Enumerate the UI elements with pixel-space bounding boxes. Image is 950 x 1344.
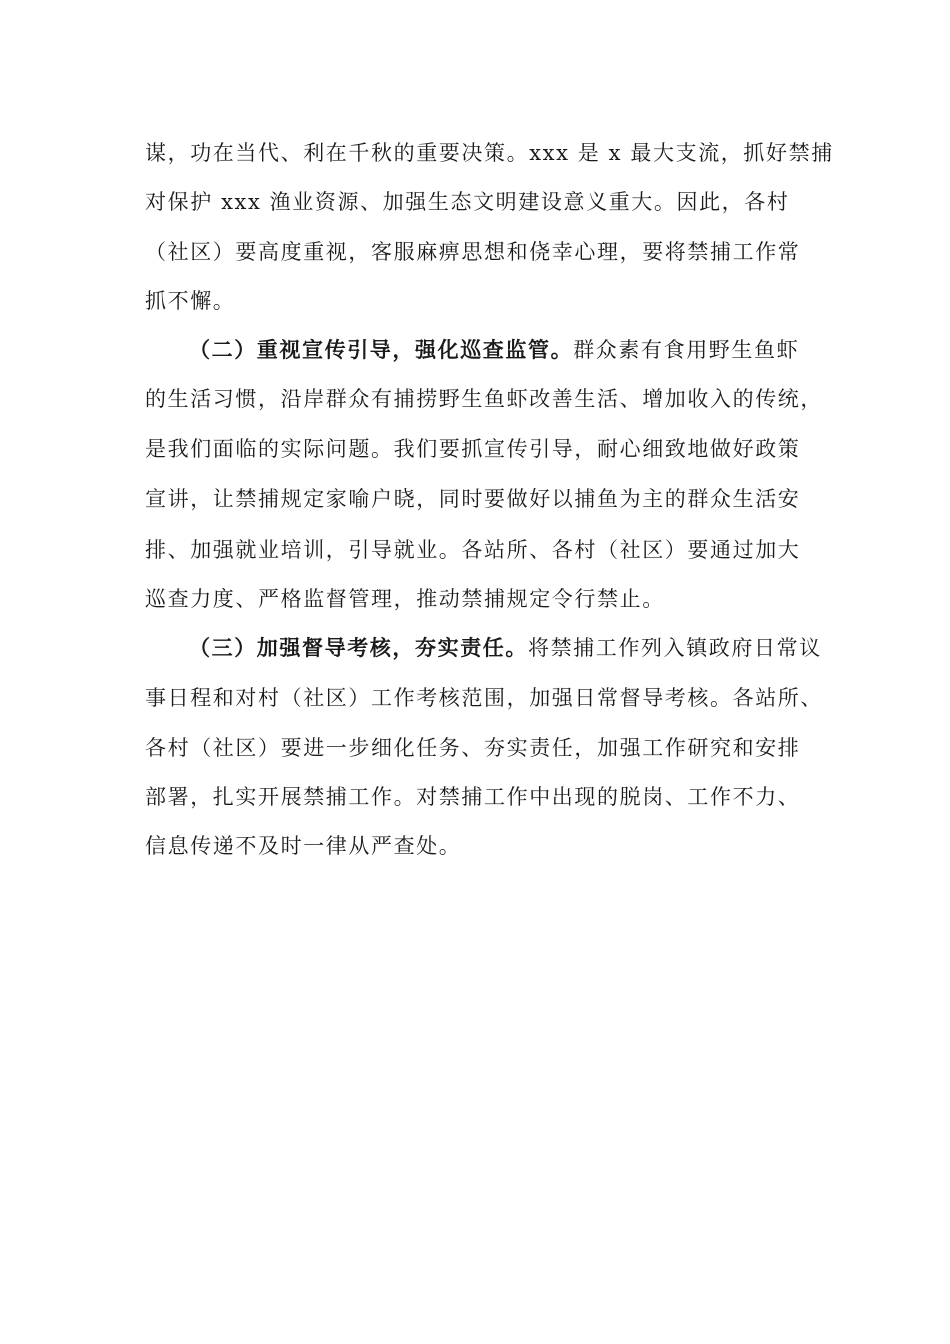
- para1-line-4: 抓不懈。: [145, 289, 236, 313]
- para2-line-6: 巡查力度、严格监督管理，推动禁捕规定令行禁止。: [145, 587, 665, 611]
- para2-line-4: 宣讲，让禁捕规定家喻户晓，同时要做好以捕鱼为主的群众生活安: [145, 487, 801, 511]
- para2-first-line: [189, 337, 799, 363]
- para3-first-line: [189, 635, 822, 661]
- para3-line-4: 部署，扎实开展禁捕工作。对禁捕工作中出现的脱岗、工作不力、: [145, 785, 801, 809]
- para2-line-5: 排、加强就业培训，引导就业。各站所、各村（社区）要通过加大: [145, 538, 801, 562]
- para2-first-rest: 群众素有食用野生鱼虾: [573, 338, 800, 362]
- para1-line-3: （社区）要高度重视，客服麻痹思想和侥幸心理，要将禁捕工作常: [145, 240, 801, 264]
- para2-line-3: 是我们面临的实际问题。我们要抓宣传引导，耐心细致地做好政策: [145, 437, 801, 461]
- para3-heading: （三）加强督导考核，夯实责任。: [189, 635, 528, 660]
- para3-line-2: 事日程和对村（社区）工作考核范围，加强日常督导考核。各站所、: [145, 686, 823, 710]
- para2-heading: （二）重视宣传引导，强化巡查监管。: [189, 337, 574, 362]
- para1-line-2: 对保护 xxx 渔业资源、加强生态文明建设意义重大。因此，各村: [145, 190, 790, 214]
- para3-line-3: 各村（社区）要进一步细化任务、夯实责任，加强工作研究和安排: [145, 736, 801, 760]
- para3-line-5: 信息传递不及时一律从严查处。: [145, 834, 462, 858]
- para3-first-rest: 将禁捕工作列入镇政府日常议: [528, 636, 822, 660]
- para1-line-1: 谋，功在当代、利在千秋的重要决策。xxx 是 x 最大支流，抓好禁捕: [145, 141, 834, 165]
- para2-line-2: 的生活习惯，沿岸群众有捕捞野生鱼虾改善生活、增加收入的传统，: [145, 387, 823, 411]
